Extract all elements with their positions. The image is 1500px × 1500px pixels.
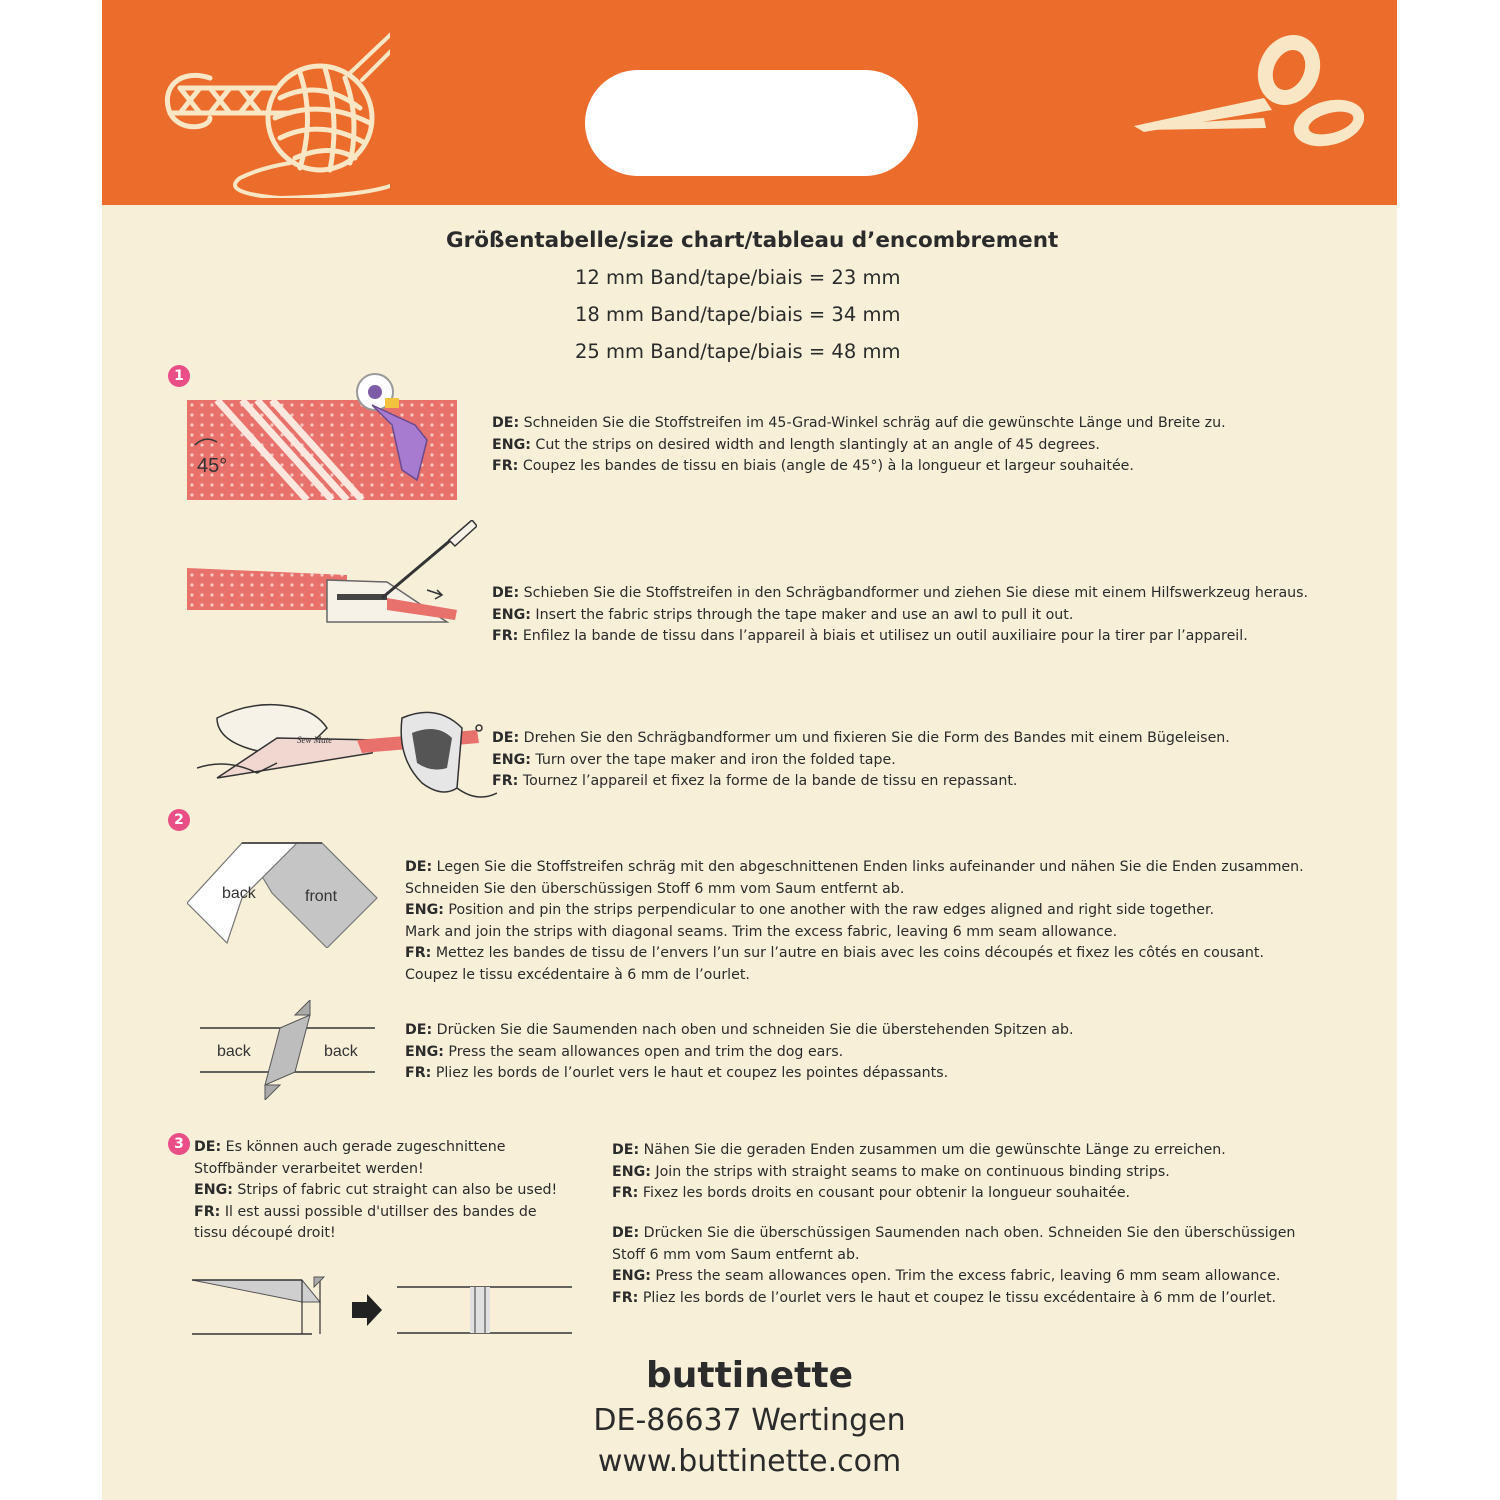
yarn-ball-icon — [150, 18, 390, 198]
back-label: back — [222, 885, 256, 902]
step-number-3: 3 — [168, 1133, 190, 1155]
instruction-block: DE: Nähen Sie die geraden Enden zusammen um die gewünschte Länge zu erreichen. ENG: Join the strips with straight seams to make on continuous binding strips. FR: Fixez les bords droits en cousant pour obtenir la longueur souhaitée. — [612, 1142, 1226, 1201]
tape-maker-illustration — [187, 520, 477, 660]
size-chart-row: 25 mm Band/tape/biais = 48 mm — [575, 340, 901, 363]
header-banner — [102, 0, 1397, 205]
ironing-illustration — [197, 678, 497, 808]
arrow-right-icon — [352, 1294, 382, 1326]
front-label: front — [305, 888, 338, 905]
back-label: back — [217, 1043, 251, 1060]
fabric-cut-illustration — [187, 370, 462, 505]
instruction-block: DE: Drücken Sie die überschüssigen Saumenden nach oben. Schneiden Sie den überschüssigen Stoff 6 mm vom Saum entfernt ab. ENG: Press the seam allowances open. Trim the excess fabric, leaving 6 mm seam allowance. FR: Pliez les bords de l’ourlet vers le haut et coupez le tissu excédentaire à 6 mm de l’ourlet. — [612, 1225, 1296, 1306]
scissors-icon — [1134, 28, 1364, 168]
brand-address: DE-86637 Wertingen — [593, 1403, 906, 1438]
instruction-block: DE: Schieben Sie die Stoffstreifen in den Schrägbandformer und ziehen Sie diese mit einem Hilfswerkzeug heraus. ENG: Insert the fabric strips through the tape maker and use an awl to pull it out. FR: Enfilez la bande de tissu dans l’appareil à biais et utilisez un outil auxiliaire pour la tirer par l’appareil. — [492, 585, 1309, 644]
size-chart-row: 18 mm Band/tape/biais = 34 mm — [575, 303, 901, 326]
tool-brand-label: Sew Mate — [297, 735, 333, 745]
size-chart-row: 12 mm Band/tape/biais = 23 mm — [575, 266, 901, 289]
brand-name: buttinette — [645, 1355, 854, 1396]
instruction-block: DE: Legen Sie die Stoffstreifen schräg mit den abgeschnittenen Enden links aufeinander und nähen Sie die Enden zusammen. Schneiden Sie den überschüssigen Stoff 6 mm vom Saum entfernt ab. ENG: Position and pin the strips perpendicular to one another with the raw edges aligned and right side together. Mark and join the strips with diagonal seams. Trim the excess fabric, leaving 6 mm seam allowance. FR: Mettez les bandes de tissu de l’envers l’un sur l’autre en biais avec les coins découpés et fixez les côtés en cousant. Coupez le tissu excédentaire à 6 mm de l’ourlet. — [405, 859, 1304, 983]
back-label: back — [324, 1043, 358, 1060]
straight-seam-illustration — [192, 1272, 577, 1342]
size-chart-title: Größentabelle/size chart/tableau d’encombrement — [446, 228, 1059, 253]
instruction-block: DE: Drücken Sie die Saumenden nach oben und schneiden Sie die überstehenden Spitzen ab. ENG: Press the seam allowances open and trim the dog ears. FR: Pliez les bords de l’ourlet vers le haut et coupez les pointes dépassants. — [405, 1022, 1074, 1081]
joining-strips-illustration — [187, 838, 387, 948]
step-number-1: 1 — [168, 365, 190, 387]
instruction-block: DE: Es können auch gerade zugeschnittene Stoffbänder verarbeitet werden! ENG: Strips of fabric cut straight can also be used! FR: Il est aussi possible d'utillser des bandes de tissu découpé droit! — [194, 1139, 558, 1241]
instruction-block: DE: Drehen Sie den Schrägbandformer um und fixieren Sie die Form des Bandes mit einem Bügeleisen. ENG: Turn over the tape maker and iron the folded tape. FR: Tournez l’appareil et fixez la forme de la bande de tissu en repassant. — [492, 730, 1230, 789]
seam-press-illustration — [200, 1000, 380, 1100]
angle-label: 45° — [197, 455, 228, 477]
hang-hole — [585, 70, 918, 176]
brand-website: www.buttinette.com — [597, 1444, 902, 1479]
instruction-block: DE: Schneiden Sie die Stoffstreifen im 45-Grad-Winkel schräg auf die gewünschte Länge und Breite zu. ENG: Cut the strips on desired width and length slantingly at an angle of 45 degrees. FR: Coupez les bandes de tissu en biais (angle de 45°) à la longueur et largeur souhaitée. — [492, 415, 1226, 474]
step-number-2: 2 — [168, 809, 190, 831]
packaging-card — [102, 0, 1397, 1500]
